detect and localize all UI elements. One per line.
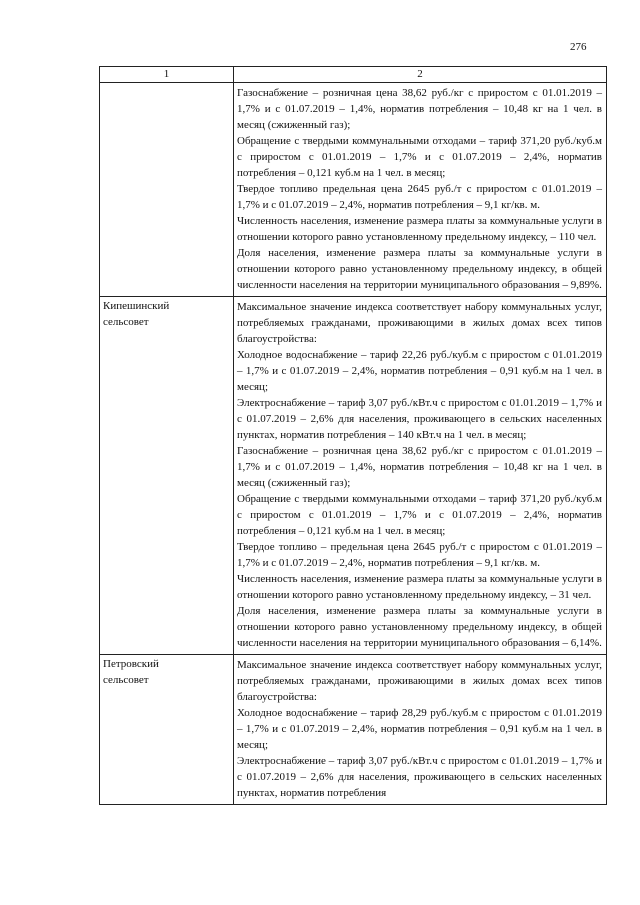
paragraph: Доля населения, изменение размера платы за коммунальные услуги в отношении которого равно установленному предельному индексу, в общей численности населения на территории муниципального образования – 9,89%. — [237, 247, 602, 291]
region-name: Петровский — [103, 658, 159, 670]
paragraph: Газоснабжение – розничная цена 38,62 руб./кг с приростом с 01.01.2019 – 1,7% и с 01.07.2019 – 1,4%, норматив потребления – 10,48 кг на 1 чел. в месяц (сжиженный газ); — [237, 445, 602, 489]
paragraph: Холодное водоснабжение – тариф 22,26 руб./куб.м с приростом с 01.01.2019 – 1,7% и с 01.07.2019 – 2,4%, норматив потребления – 0,91 куб.м на 1 чел. в месяц; — [237, 349, 602, 393]
paragraph: Твердое топливо – предельная цена 2645 руб./т с приростом с 01.01.2019 – 1,7% и с 01.07.2019 – 2,4%, норматив потребления – 9,1 кг/кв. м. — [237, 541, 602, 569]
page-number: 276 — [570, 41, 587, 53]
description-cell — [234, 83, 607, 297]
region-type: сельсовет — [103, 316, 149, 328]
paragraph: Электроснабжение – тариф 3,07 руб./кВт.ч с приростом с 01.01.2019 – 1,7% и с 01.07.2019 – 2,6% для населения, проживающего в сельских населенных пунктах, норматив потребления — [237, 755, 602, 799]
column-header-2: 2 — [234, 67, 607, 83]
paragraph: Численность населения, изменение размера платы за коммунальные услуги в отношении которого равно установленному предельному индексу, – 31 чел. — [237, 573, 602, 601]
table-row — [100, 655, 607, 805]
region-cell — [100, 297, 234, 655]
region-name: Кипешинский — [103, 300, 170, 312]
table-row — [100, 297, 607, 655]
column-header-1: 1 — [100, 67, 234, 83]
table-row — [100, 83, 607, 297]
paragraph: Численность населения, изменение размера платы за коммунальные услуги в отношении которого равно установленному предельному индексу, – 110 чел. — [237, 215, 602, 243]
region-cell — [100, 83, 234, 297]
table-header-row — [100, 67, 607, 83]
description-cell — [234, 297, 607, 655]
paragraph: Твердое топливо предельная цена 2645 руб./т с приростом с 01.01.2019 – 1,7% и с 01.07.2019 – 2,4%, норматив потребления – 9,1 кг/кв. м. — [237, 183, 602, 211]
paragraph: Электроснабжение – тариф 3,07 руб./кВт.ч с приростом с 01.01.2019 – 1,7% и с 01.07.2019 – 2,6% для населения, проживающего в сельских населенных пунктах, норматив потребления – 140 кВт.ч на 1 чел. в месяц; — [237, 397, 602, 441]
tariff-table — [99, 66, 607, 805]
paragraph: Максимальное значение индекса соответствует набору коммунальных услуг, потребляемых гражданами, проживающими в жилых домах всех типов благоустройства: — [237, 659, 602, 703]
paragraph: Обращение с твердыми коммунальными отходами – тариф 371,20 руб./куб.м с приростом с 01.01.2019 – 1,7% и с 01.07.2019 – 2,4%, норматив потребления – 0,121 куб.м на 1 чел. в месяц; — [237, 135, 602, 179]
paragraph: Обращение с твердыми коммунальными отходами – тариф 371,20 руб./куб.м с приростом с 01.01.2019 – 1,7% и с 01.07.2019 – 2,4%, норматив потребления – 0,121 куб.м на 1 чел. в месяц; — [237, 493, 602, 537]
description-cell — [234, 655, 607, 805]
region-cell — [100, 655, 234, 805]
paragraph: Холодное водоснабжение – тариф 28,29 руб./куб.м с приростом с 01.01.2019 – 1,7% и с 01.07.2019 – 2,4%, норматив потребления – 0,91 куб.м на 1 чел. в месяц; — [237, 707, 602, 751]
region-type: сельсовет — [103, 674, 149, 686]
paragraph: Максимальное значение индекса соответствует набору коммунальных услуг, потребляемых гражданами, проживающими в жилых домах всех типов благоустройства: — [237, 301, 602, 345]
paragraph: Газоснабжение – розничная цена 38,62 руб./кг с приростом с 01.01.2019 – 1,7% и с 01.07.2019 – 1,4%, норматив потребления – 10,48 кг на 1 чел. в месяц (сжиженный газ); — [237, 87, 602, 131]
paragraph: Доля населения, изменение размера платы за коммунальные услуги в отношении которого равно установленному предельному индексу, в общей численности населения на территории муниципального образования – 6,14%. — [237, 605, 602, 649]
